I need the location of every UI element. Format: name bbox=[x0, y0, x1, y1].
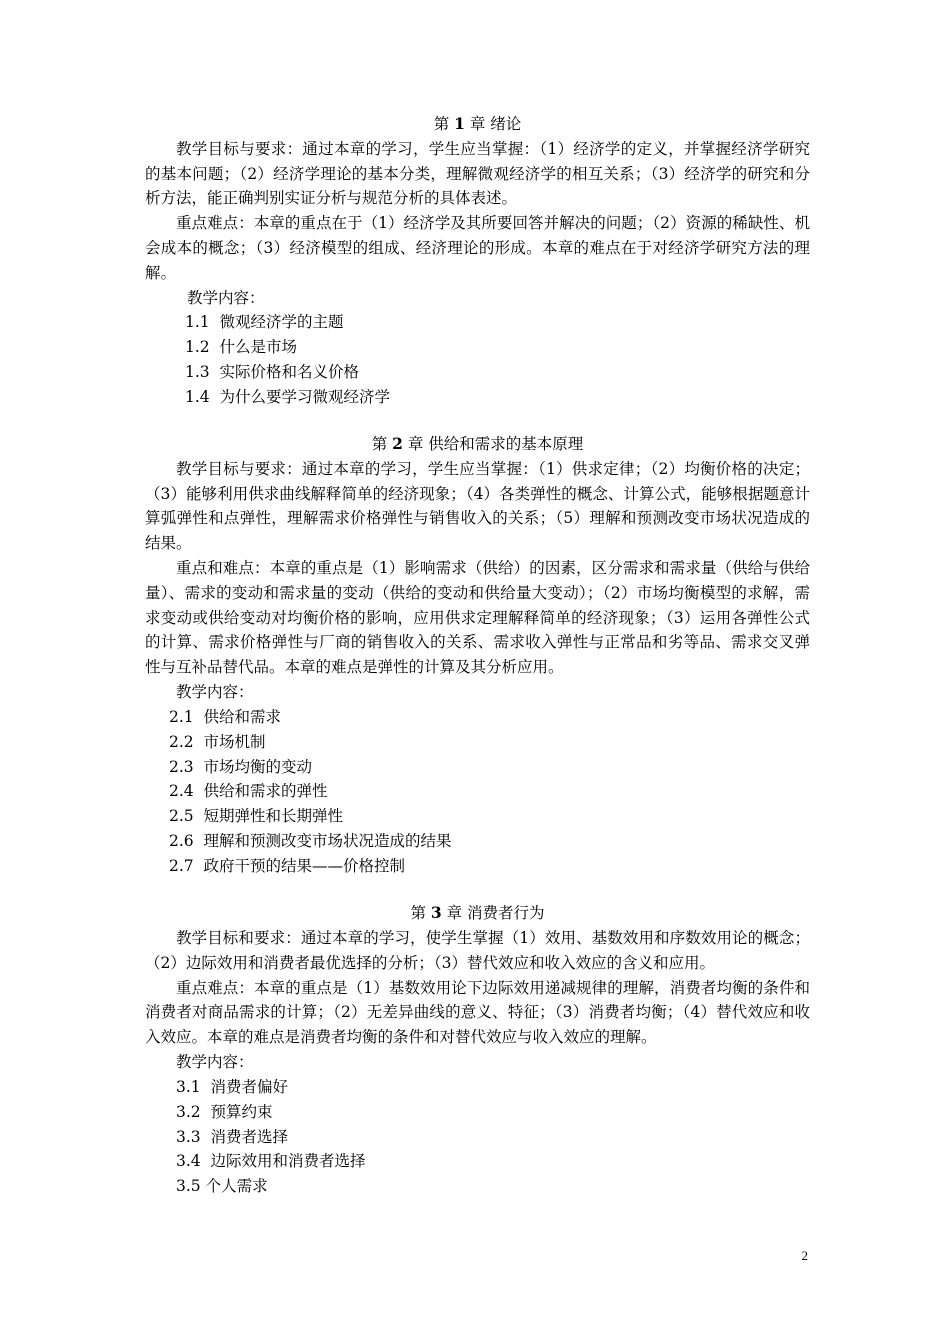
section-item bbox=[176, 1174, 810, 1199]
section-title: 预算约束 bbox=[210, 1102, 273, 1121]
section-number: 1.3 bbox=[185, 363, 210, 382]
section-list bbox=[145, 1075, 810, 1200]
chapter-title bbox=[145, 432, 810, 457]
section-item bbox=[169, 854, 810, 879]
section-number: 2.5 bbox=[169, 807, 194, 826]
section-item bbox=[185, 335, 810, 360]
chapter-name: 章 供给和需求的基本原理 bbox=[402, 435, 584, 453]
section-title: 消费者偏好 bbox=[210, 1077, 289, 1096]
teaching-content-label: 教学内容： bbox=[176, 682, 254, 701]
section-item bbox=[176, 1149, 810, 1174]
section-item bbox=[169, 730, 810, 755]
page-number: 2 bbox=[801, 1248, 808, 1263]
section-item bbox=[169, 705, 810, 730]
section-title: 实际价格和名义价格 bbox=[219, 363, 360, 382]
section-number: 3.2 bbox=[176, 1102, 201, 1121]
section-item bbox=[169, 804, 810, 829]
section-number: 2.4 bbox=[169, 782, 194, 801]
section-title: 政府干预的结果——价格控制 bbox=[203, 857, 406, 876]
section-item bbox=[176, 1125, 810, 1150]
chapter-prefix: 第 bbox=[410, 904, 431, 923]
section-number: 3.5 bbox=[176, 1177, 201, 1196]
chapter-title bbox=[145, 901, 810, 926]
section-item bbox=[169, 755, 810, 780]
section-number: 2.7 bbox=[169, 857, 194, 876]
section-item bbox=[169, 829, 810, 854]
chapter-3 bbox=[145, 901, 810, 1199]
section-item bbox=[185, 385, 810, 410]
section-item bbox=[169, 779, 810, 804]
chapter-number: 1 bbox=[454, 114, 465, 133]
section-item bbox=[185, 360, 810, 385]
key-difficulties: 重点和难点：本章的重点是（1）影响需求（供给）的因素，区分需求和需求量（供给与供给量）、需求的变动和需求量的变动（供给的变动和供给量大变动）；（2）市场均衡模型的求解，需求变动或供给变动对均衡价格的影响，应用供求定理解释简单的经济现象；（3）运用各弹性公式的计算、需求价格弹性与厂商的销售收入的关系、需求收入弹性与正常品和劣等品、需求交叉弹性与互补品替代品。本章的难点是弹性的计算及其分析应用。 bbox=[145, 558, 810, 677]
section-list bbox=[145, 705, 810, 879]
teaching-content-label: 教学内容： bbox=[187, 288, 265, 307]
section-number: 1.2 bbox=[185, 338, 210, 357]
teaching-content-label: 教学内容： bbox=[176, 1052, 254, 1071]
section-number: 3.4 bbox=[176, 1152, 201, 1171]
section-title: 为什么要学习微观经济学 bbox=[219, 388, 391, 407]
section-title: 什么是市场 bbox=[219, 338, 298, 357]
section-number: 2.6 bbox=[169, 832, 194, 851]
section-number: 3.3 bbox=[176, 1127, 201, 1146]
section-title: 理解和预测改变市场状况造成的结果 bbox=[203, 832, 452, 851]
chapter-1 bbox=[145, 112, 810, 410]
chapter-title bbox=[145, 112, 810, 137]
chapter-number: 2 bbox=[392, 434, 403, 453]
section-number: 2.3 bbox=[169, 757, 194, 776]
chapter-name: 章 绪论 bbox=[464, 115, 522, 133]
section-item bbox=[185, 310, 810, 335]
section-title: 边际效用和消费者选择 bbox=[210, 1152, 366, 1171]
section-title: 供给和需求的弹性 bbox=[203, 782, 328, 801]
key-difficulties: 重点难点：本章的重点在于（1）经济学及其所要回答并解决的问题；（2）资源的稀缺性、机会成本的概念；（3）经济模型的组成、经济理论的形成。本章的难点在于对经济学研究方法的理解。 bbox=[145, 214, 810, 282]
section-title: 市场均衡的变动 bbox=[203, 757, 313, 776]
section-title: 短期弹性和长期弹性 bbox=[203, 807, 344, 826]
section-number: 1.1 bbox=[185, 313, 210, 332]
chapter-prefix: 第 bbox=[433, 115, 455, 133]
chapter-2 bbox=[145, 432, 810, 879]
section-number: 2.2 bbox=[169, 732, 194, 751]
section-title: 微观经济学的主题 bbox=[219, 313, 344, 332]
section-item bbox=[176, 1075, 810, 1100]
teaching-objectives: 教学目标与要求：通过本章的学习，学生应当掌握：（1）供求定律；（2）均衡价格的决定；（3）能够利用供求曲线解释简单的经济现象；（4）各类弹性的概念、计算公式，能够根据题意计算弧弹性和点弹性，理解需求价格弹性与销售收入的关系；（5）理解和预测改变市场状况造成的结果。 bbox=[145, 459, 810, 553]
section-title: 消费者选择 bbox=[210, 1127, 289, 1146]
section-list bbox=[145, 310, 810, 410]
key-difficulties: 重点难点：本章的重点是（1）基数效用论下边际效用递减规律的理解，消费者均衡的条件和消费者对商品需求的计算；（2）无差异曲线的意义、特征；（3）消费者均衡；（4）替代效应和收入效应。本章的难点是消费者均衡的条件和对替代效应与收入效应的理解。 bbox=[145, 978, 810, 1047]
section-item bbox=[176, 1100, 810, 1125]
section-number: 3.1 bbox=[176, 1077, 201, 1096]
chapter-prefix: 第 bbox=[371, 435, 393, 453]
chapter-name: 章 消费者行为 bbox=[441, 904, 545, 923]
section-title: 市场机制 bbox=[203, 732, 266, 751]
teaching-objectives: 教学目标和要求：通过本章的学习，使学生掌握（1）效用、基数效用和序数效用论的概念；（2）边际效用和消费者最优选择的分析；（3）替代效应和收入效应的含义和应用。 bbox=[145, 928, 810, 972]
teaching-objectives: 教学目标与要求：通过本章的学习，学生应当掌握：（1）经济学的定义，并掌握经济学研究的基本问题；（2）经济学理论的基本分类，理解微观经济学的相互关系；（3）经济学的研究和分析方法，能正确判别实证分析与规范分析的具体表述。 bbox=[145, 139, 810, 208]
document-page bbox=[145, 112, 810, 1221]
section-title: 供给和需求 bbox=[203, 707, 282, 726]
section-title: 个人需求 bbox=[205, 1177, 268, 1196]
section-number: 1.4 bbox=[185, 388, 210, 407]
section-number: 2.1 bbox=[169, 707, 194, 726]
chapter-number: 3 bbox=[430, 903, 442, 923]
